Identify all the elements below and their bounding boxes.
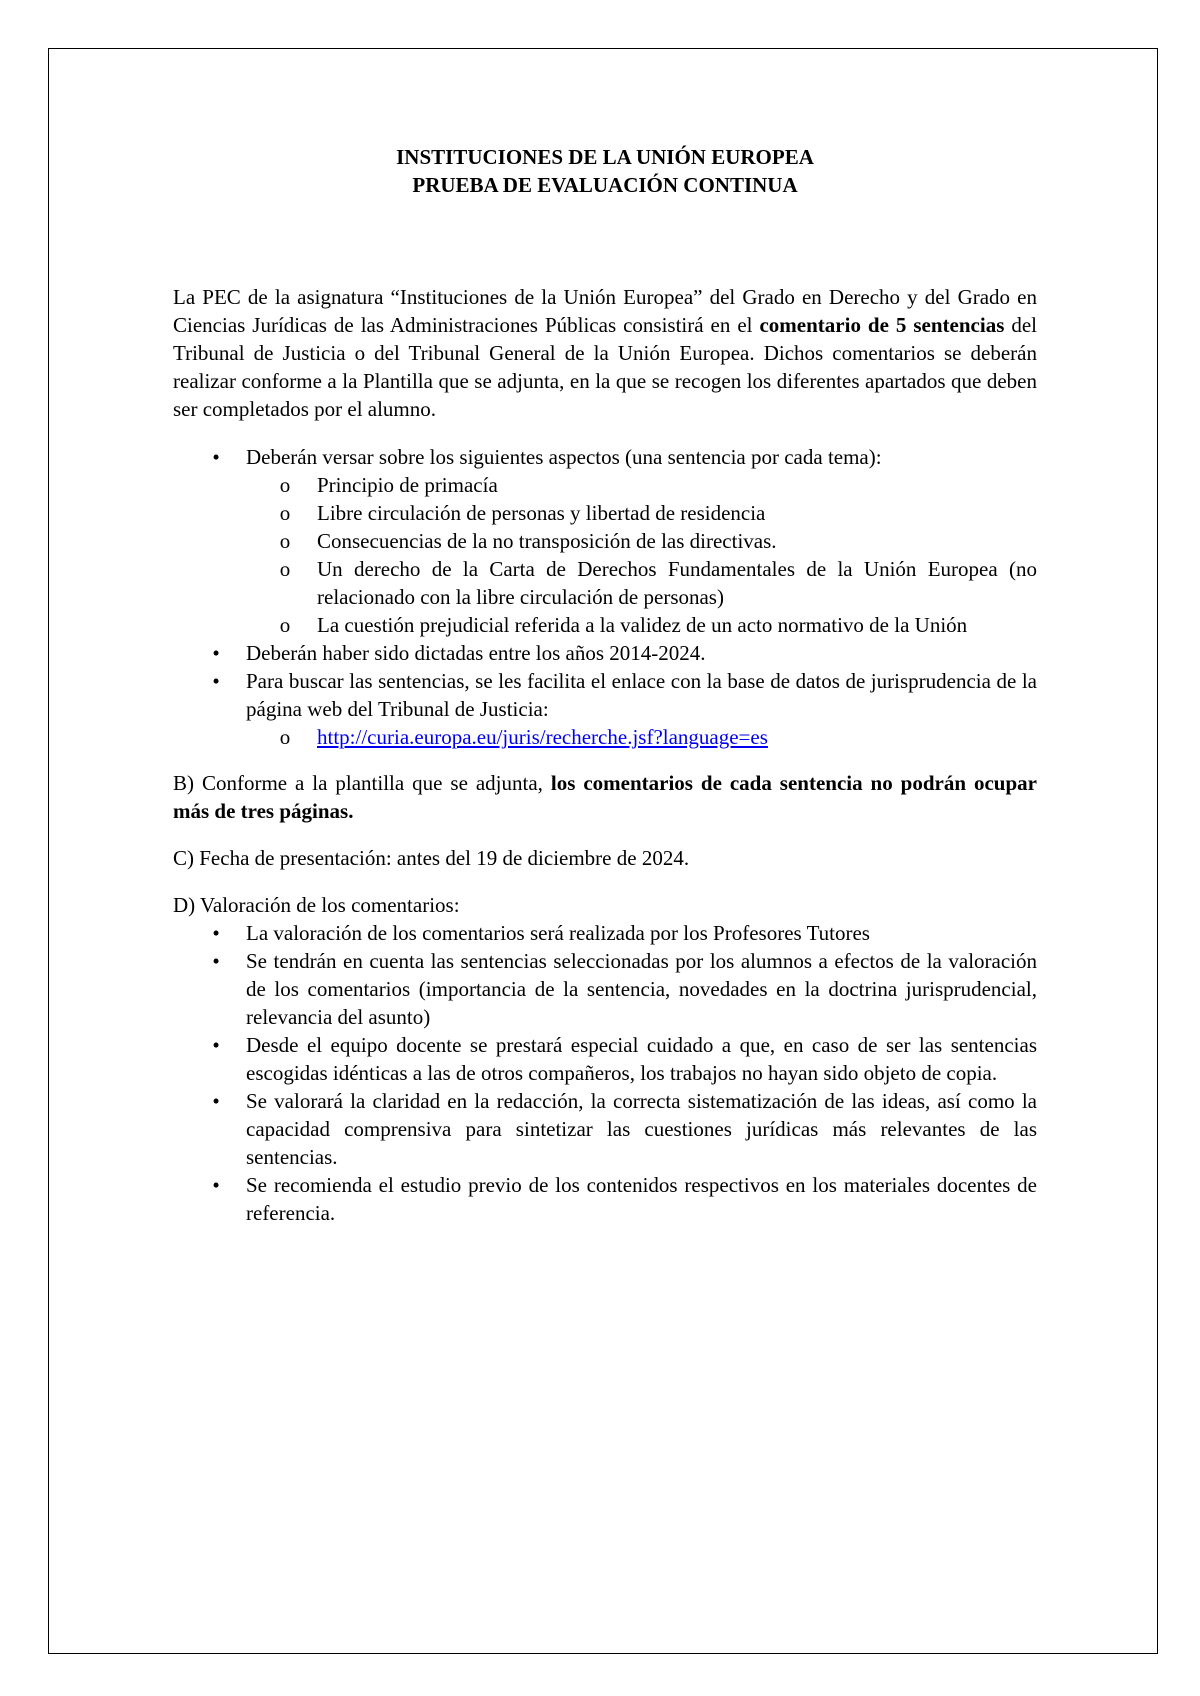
intro-text-1: La PEC de la asignatura “Instituciones de la Unión Europea” del Grado en Derecho y del Grado en Ciencias Jurídicas de las Administraciones Públicas consistirá en el (173, 285, 1037, 337)
list-item (173, 443, 1037, 639)
sublist-item (245, 611, 1037, 639)
section-b-bold-text: los comentarios de cada sentencia no podrán ocupar más de tres páginas. (173, 771, 1037, 823)
list-item (173, 947, 1037, 1031)
curia-database-link[interactable]: http://curia.europa.eu/juris/recherche.jsf?language=es (317, 725, 768, 749)
sublist-item (245, 499, 1037, 527)
circle-bullet-icon: o (279, 725, 291, 749)
bullet-icon: • (212, 1033, 220, 1057)
intro-paragraph (173, 283, 1037, 423)
title-line-2: PRUEBA DE EVALUACIÓN CONTINUA (412, 173, 798, 197)
bullet-icon: • (212, 641, 220, 665)
intro-bold-text: comentario de 5 sentencias (759, 313, 1005, 337)
bullet-icon: • (212, 1173, 220, 1197)
list-item (173, 639, 1037, 667)
topic-text: Principio de primacía (317, 473, 498, 497)
sublist-item (245, 723, 1037, 751)
evaluation-list (173, 919, 1037, 1227)
sublist-item (245, 555, 1037, 611)
document-title (173, 143, 1037, 199)
circle-bullet-icon: o (279, 613, 291, 637)
topic-text: Un derecho de la Carta de Derechos Fundamentales de la Unión Europea (no relacionado con la libre circulación de personas) (317, 557, 1037, 609)
bullet-icon: • (212, 949, 220, 973)
section-c-paragraph: C) Fecha de presentación: antes del 19 de diciembre de 2024. (173, 846, 690, 870)
topic-text: Libre circulación de personas y libertad de residencia (317, 501, 766, 525)
title-line-1: INSTITUCIONES DE LA UNIÓN EUROPEA (396, 145, 814, 169)
topic-text: Consecuencias de la no transposición de las directivas. (317, 529, 777, 553)
list-item (173, 1087, 1037, 1171)
document-body (173, 143, 1037, 1227)
topic-text: La cuestión prejudicial referida a la validez de un acto normativo de la Unión (317, 613, 968, 637)
list-item (173, 1031, 1037, 1087)
bullet-icon: • (212, 669, 220, 693)
evaluation-text: Se tendrán en cuenta las sentencias seleccionadas por los alumnos a efectos de la valoración de los comentarios (importancia de la sentencia, novedades en la doctrina jurisprudencial, relevancia del asunto) (246, 949, 1037, 1029)
list-item (173, 919, 1037, 947)
list-item (173, 667, 1037, 751)
section-b-paragraph (173, 769, 1037, 825)
evaluation-text: Desde el equipo docente se prestará especial cuidado a que, en caso de ser las sentencias escogidas idénticas a las de otros compañeros, los trabajos no hayan sido objeto de copia. (246, 1033, 1037, 1085)
evaluation-text: La valoración de los comentarios será realizada por los Profesores Tutores (246, 921, 870, 945)
evaluation-text: Se recomienda el estudio previo de los contenidos respectivos en los materiales docentes de referencia. (246, 1173, 1037, 1225)
section-b-text: B) Conforme a la plantilla que se adjunta, (173, 771, 551, 795)
list-item (173, 1171, 1037, 1227)
search-instructions-text: Para buscar las sentencias, se les facilita el enlace con la base de datos de jurisprudencia de la página web del Tribunal de Justicia: (246, 669, 1037, 721)
bullet-icon: • (212, 1089, 220, 1113)
evaluation-text: Se valorará la claridad en la redacción, la correcta sistematización de las ideas, así como la capacidad comprensiva para sintetizar las cuestiones jurídicas más relevantes de las sentencias. (246, 1089, 1037, 1169)
date-range-text: Deberán haber sido dictadas entre los años 2014-2024. (246, 641, 706, 665)
requirements-list (173, 443, 1037, 751)
topics-sublist (246, 471, 1037, 639)
section-d-heading: D) Valoración de los comentarios: (173, 893, 460, 917)
bullet-icon: • (212, 921, 220, 945)
intro-text-2: del Tribunal de Justicia o del Tribunal General de la Unión Europea. Dichos comentarios se deberán realizar conforme a la Plantilla que se adjunta, en la que se recogen los diferentes apartados que deben ser completados por el alumno. (173, 313, 1038, 421)
sublist-item (245, 527, 1037, 555)
circle-bullet-icon: o (279, 529, 291, 553)
circle-bullet-icon: o (279, 501, 291, 525)
circle-bullet-icon: o (279, 557, 291, 581)
link-sublist (246, 723, 1037, 751)
requirement-topics-text: Deberán versar sobre los siguientes aspectos (una sentencia por cada tema): (246, 445, 882, 469)
circle-bullet-icon: o (279, 473, 291, 497)
bullet-icon: • (212, 445, 220, 469)
sublist-item (245, 471, 1037, 499)
